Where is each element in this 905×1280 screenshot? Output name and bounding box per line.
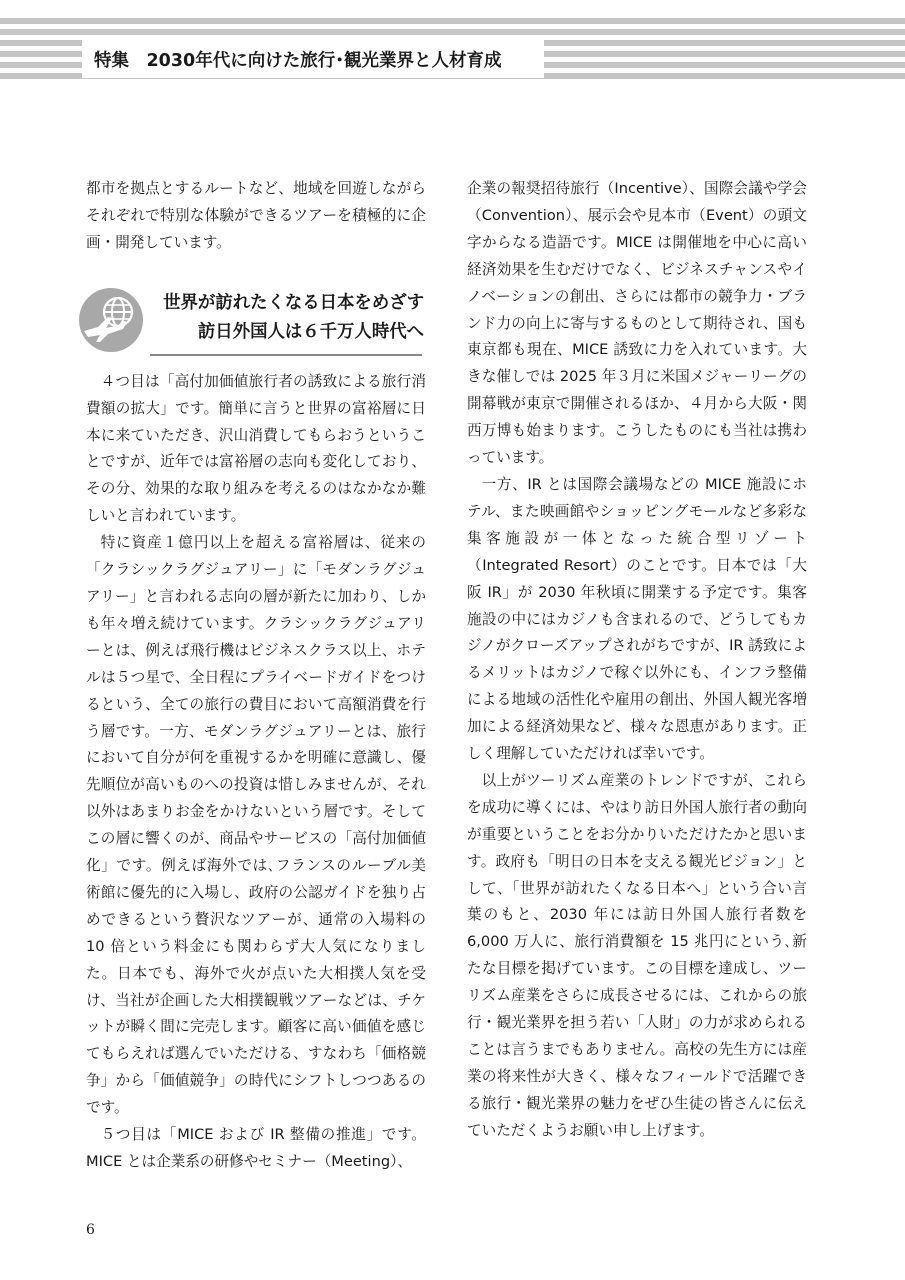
section-heading [78,285,426,355]
body-paragraph: 一方、IR とは国際会議場などの MICE 施設にホテル、また映画館やショッピングモールなど多彩な集客施設が一体となった統合型リゾート（Integrated Resort）のことです。日本では「大阪 IR」が 2030 年秋頃に開業する予定です。集客施設の中にはカジノも含まれるので、どうしてもカジノがクローズアップされがちですが、IR 誘致によるメリットはカジノで稼ぐ以外にも、インフラ整備による地域の活性化や雇用の創出、外国人観光客増加による経済効果など、様々な恩恵があります。正しく理解していただければ幸いです。 [467,475,807,763]
body-paragraph: 以上がツーリズム産業のトレンドですが、これらを成功に導くには、やはり訪日外国人旅行者の動向が重要ということをお分かりいただけたかと思います。政府も「明日の日本を支える観光ビジョン」として、「世界が訪れたくなる日本へ」という合い言葉のもと、2030 年には訪日外国人旅行者数を 6,000 万人に、旅行消費額を 15 兆円にという､新たな目標を掲げています。この目標を達成し、ツーリズム産業をさらに成長させるには、これからの旅行・観光業界を担う若い「人財」の力が求められることは言うまでもありません。高校の先生方には産業の将来性が大きく、様々なフィールドで活躍できる旅行・観光業界の魅力をぜひ生徒の皆さんに伝えていただくようお願い申し上げます。 [467,771,807,1139]
section-heading-line1: 世界が訪れたくなる日本をめざす [163,293,424,313]
body-paragraph: 特に資産１億円以上を超える富裕層は、従来の「クラシックラグジュアリー」に「モダンラグジュアリー」と言われる志向の層が新たに加わり、しかも年々増え続けています。クラシックラグジュアリーとは、例えば飛行機はビジネスクラス以上、ホテルは５つ星で、全日程にプライベードガイドをつけるという、全ての旅行の費目において高額消費を行う層です。一方、モダンラグジュアリーとは、旅行において自分が何を重視するかを明確に意識し、優先順位が高いものへの投資は惜しみませんが、それ以外はあまりお金をかけないという層です。そしてこの層に響くのが、商品やサービスの「高付加価値化」です。例えば海外では､フランスのルーブル美術館に優先的に入場し、政府の公認ガイドを独り占めできるという贅沢なツアーが、通常の入場料の 10 倍という料金にも関わらず大人気になりました。日本でも、海外で火が点いた大相撲人気を受け、当社が企画した大相撲観戦ツアーなどは、チケットが瞬く間に完売します。顧客に高い価値を感じてもらえれば選んでいただける、すなわち「価格競争」から「価値競争」の時代にシフトしつつあるのです。 [86,534,426,1117]
intro-paragraph: 都市を拠点とするルートなど、地域を回遊しながらそれぞれで特別な体験ができるツアーを積極的に企画・開発しています。 [86,180,426,251]
right-column [467,176,807,1145]
globe-airplane-icon [78,287,144,353]
section-heading-line2: 訪日外国人は６千万人時代へ [197,322,424,342]
section-heading-rule [150,354,422,356]
section-heading-text [163,289,424,347]
header-title-box [82,40,544,78]
page-title: 特集 2030年代に向けた旅行･観光業界と人材育成 [94,50,502,71]
body-paragraph: ４つ目は「高付加価値旅行者の誘致による旅行消費額の拡大」です。簡単に言うと世界の富裕層に日本に来ていただき、沢山消費してもらおうということですが、近年では富裕層の志向も変化しており、その分、効果的な取り組みを考えるのはなかなか難しいと言われています。 [86,372,426,525]
body-paragraph: ５つ目は「MICE および IR 整備の推進」です。MICE とは企業系の研修やセミナー（Meeting）、 [86,1126,426,1170]
body-paragraph: 企業の報奨招待旅行（Incentive）、国際会議や学会（Convention）、展示会や見本市（Event）の頭文字からなる造語です。MICE は開催地を中心に高い経済効果を生むだけでなく、ビジネスチャンスやイノベーションの創出、さらには都市の競争力・ブランド力の向上に寄与するものとして期待され、国も東京都も現在、MICE 誘致に力を入れています。大きな催しでは 2025 年３月に米国メジャーリーグの開幕戦が東京で開催されるほか、４月から大阪・関西万博も始まります。こうしたものにも当社は携わっています。 [467,180,807,467]
page-number: 6 [86,1222,95,1238]
